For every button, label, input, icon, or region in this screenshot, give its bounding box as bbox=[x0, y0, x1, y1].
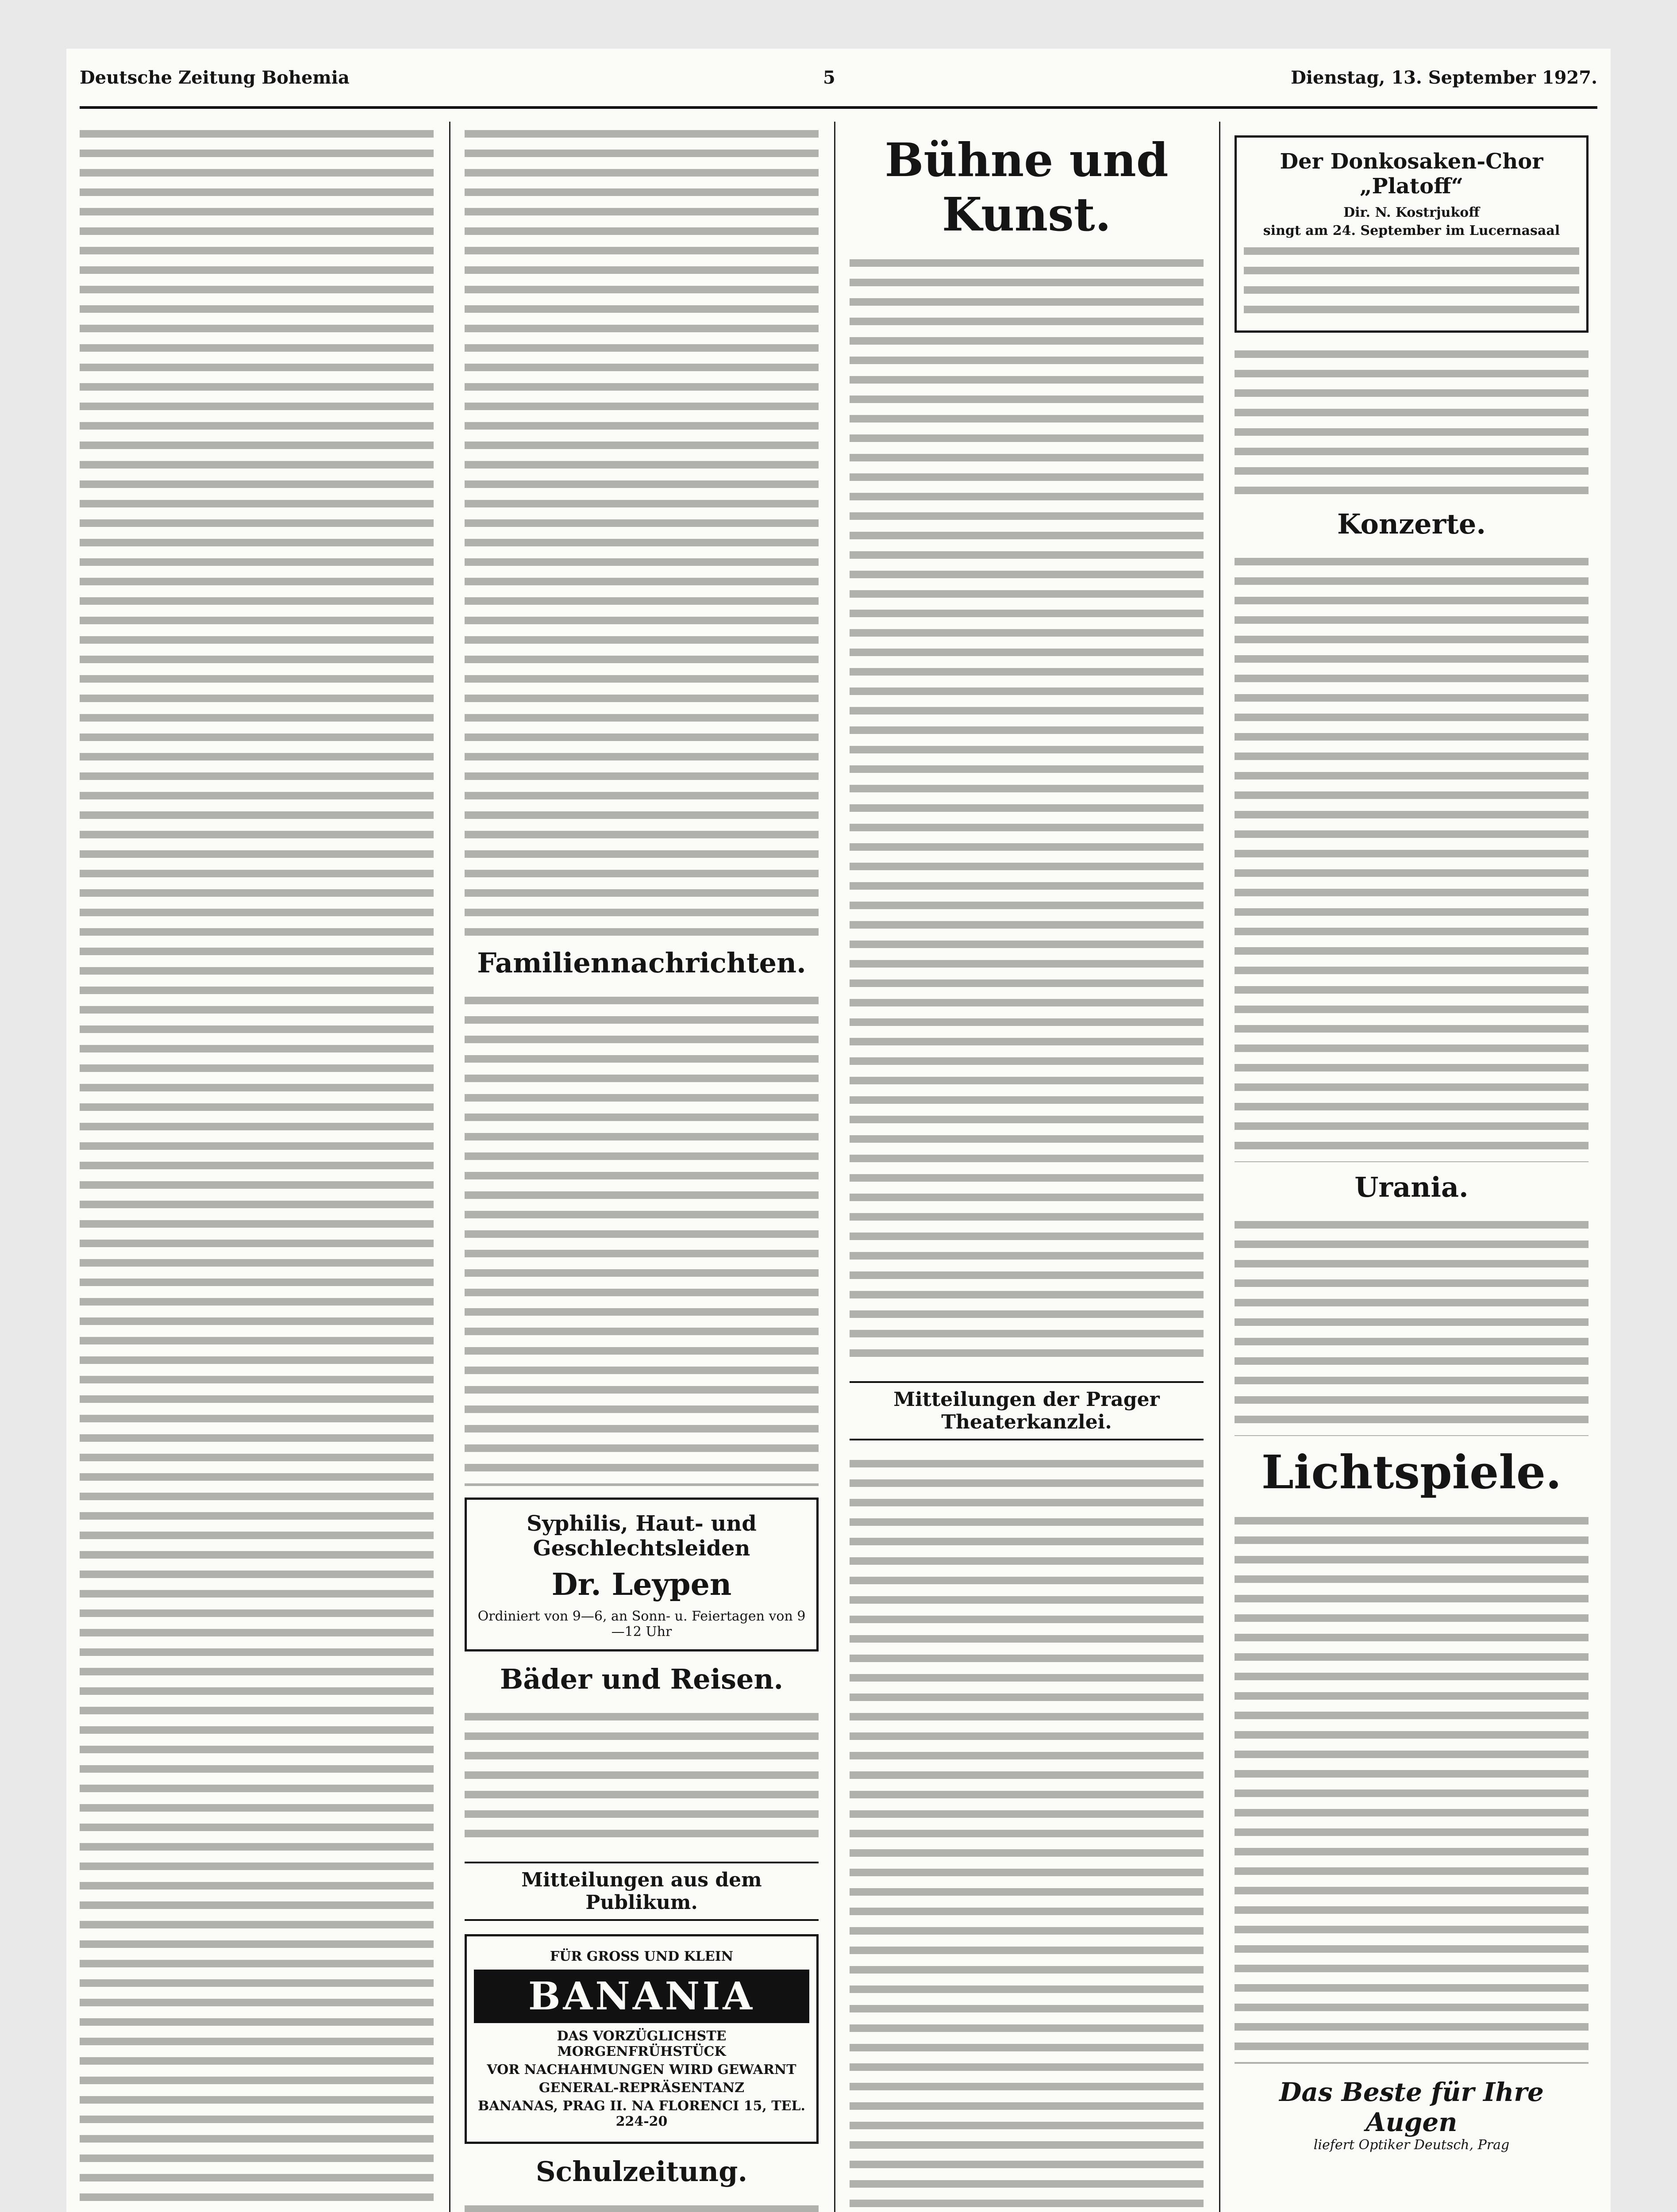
newspaper-page bbox=[66, 49, 1611, 2212]
leypen-ad bbox=[465, 1498, 819, 1651]
paper-name: Deutsche Zeitung Bohemia bbox=[80, 67, 350, 88]
concert-notes-text bbox=[1235, 552, 1589, 1162]
column-divider bbox=[1219, 122, 1220, 2212]
donkosaken-title: Der Donkosaken-Chor „Platoff“ bbox=[1280, 149, 1543, 199]
banania-line-5: BANANAS, PRAG II. NA FLORENCI 15, TEL. 224-20 bbox=[478, 2098, 805, 2129]
section-schulzeitung: Schulzeitung. bbox=[535, 2155, 748, 2188]
section-buehne-kunst: Bühne und Kunst. bbox=[885, 133, 1169, 242]
issue-date: Dienstag, 13. September 1927. bbox=[1291, 67, 1597, 88]
column-1 bbox=[80, 124, 434, 2212]
section-lichtspiele: Lichtspiele. bbox=[1261, 1445, 1562, 1499]
running-head bbox=[80, 67, 1597, 96]
cinema-news-text bbox=[1235, 1511, 1589, 2064]
donkosaken-date: singt am 24. September im Lucernasaal bbox=[1263, 223, 1560, 238]
column-divider bbox=[834, 122, 835, 2212]
banania-line-1: FÜR GROSS UND KLEIN bbox=[550, 1949, 734, 1964]
school-news-text bbox=[465, 2199, 819, 2212]
masthead-rule bbox=[80, 106, 1597, 109]
column-3 bbox=[850, 124, 1204, 2212]
donkosaken-ad bbox=[1235, 135, 1589, 333]
article-text-block bbox=[80, 124, 434, 2212]
theatre-notes-text bbox=[1235, 344, 1589, 499]
banania-line-4: GENERAL-REPRÄSENTANZ bbox=[538, 2080, 745, 2096]
optiker-slogan: Das Beste für Ihre Augen bbox=[1279, 2077, 1544, 2137]
section-prager-theaterkanzlei: Mitteilungen der Prager Theaterkanzlei. bbox=[850, 1381, 1204, 1440]
page-number: 5 bbox=[823, 67, 835, 88]
section-urania: Urania. bbox=[1354, 1171, 1469, 1203]
optiker-firm: liefert Optiker Deutsch, Prag bbox=[1313, 2137, 1510, 2153]
section-konzerte: Konzerte. bbox=[1337, 508, 1486, 540]
theatre-office-text bbox=[850, 1454, 1204, 2212]
banania-brand: BANANIA bbox=[474, 1970, 809, 2023]
banania-line-2: DAS VORZÜGLICHSTE MORGENFRÜHSTÜCK bbox=[557, 2028, 727, 2059]
travel-text bbox=[465, 1707, 819, 1848]
banania-ad bbox=[465, 1934, 819, 2144]
theatre-review-text bbox=[850, 253, 1204, 1368]
banania-line-3: VOR NACHAHMUNGEN WIRD GEWARNT bbox=[487, 2062, 796, 2078]
leypen-hours: Ordiniert von 9—6, an Sonn- u. Feiertagen von 9—12 Uhr bbox=[477, 1609, 806, 1640]
column-2 bbox=[465, 124, 819, 2212]
family-news-text bbox=[465, 991, 819, 1486]
section-baeder-reisen: Bäder und Reisen. bbox=[500, 1663, 784, 1695]
column-divider bbox=[449, 122, 450, 2212]
section-mitteilungen-publikum: Mitteilungen aus dem Publikum. bbox=[465, 1862, 819, 1921]
column-4 bbox=[1235, 124, 1589, 2212]
leypen-doctor: Dr. Leypen bbox=[551, 1567, 732, 1602]
leypen-heading: Syphilis, Haut- und Geschlechtsleiden bbox=[527, 1511, 757, 1561]
urania-text bbox=[1235, 1215, 1589, 1436]
article-text-block bbox=[465, 124, 819, 938]
donkosaken-detail-text bbox=[1244, 241, 1579, 321]
donkosaken-director: Dir. N. Kostrjukoff bbox=[1343, 205, 1480, 220]
section-familiennachrichten: Familiennachrichten. bbox=[477, 947, 806, 979]
